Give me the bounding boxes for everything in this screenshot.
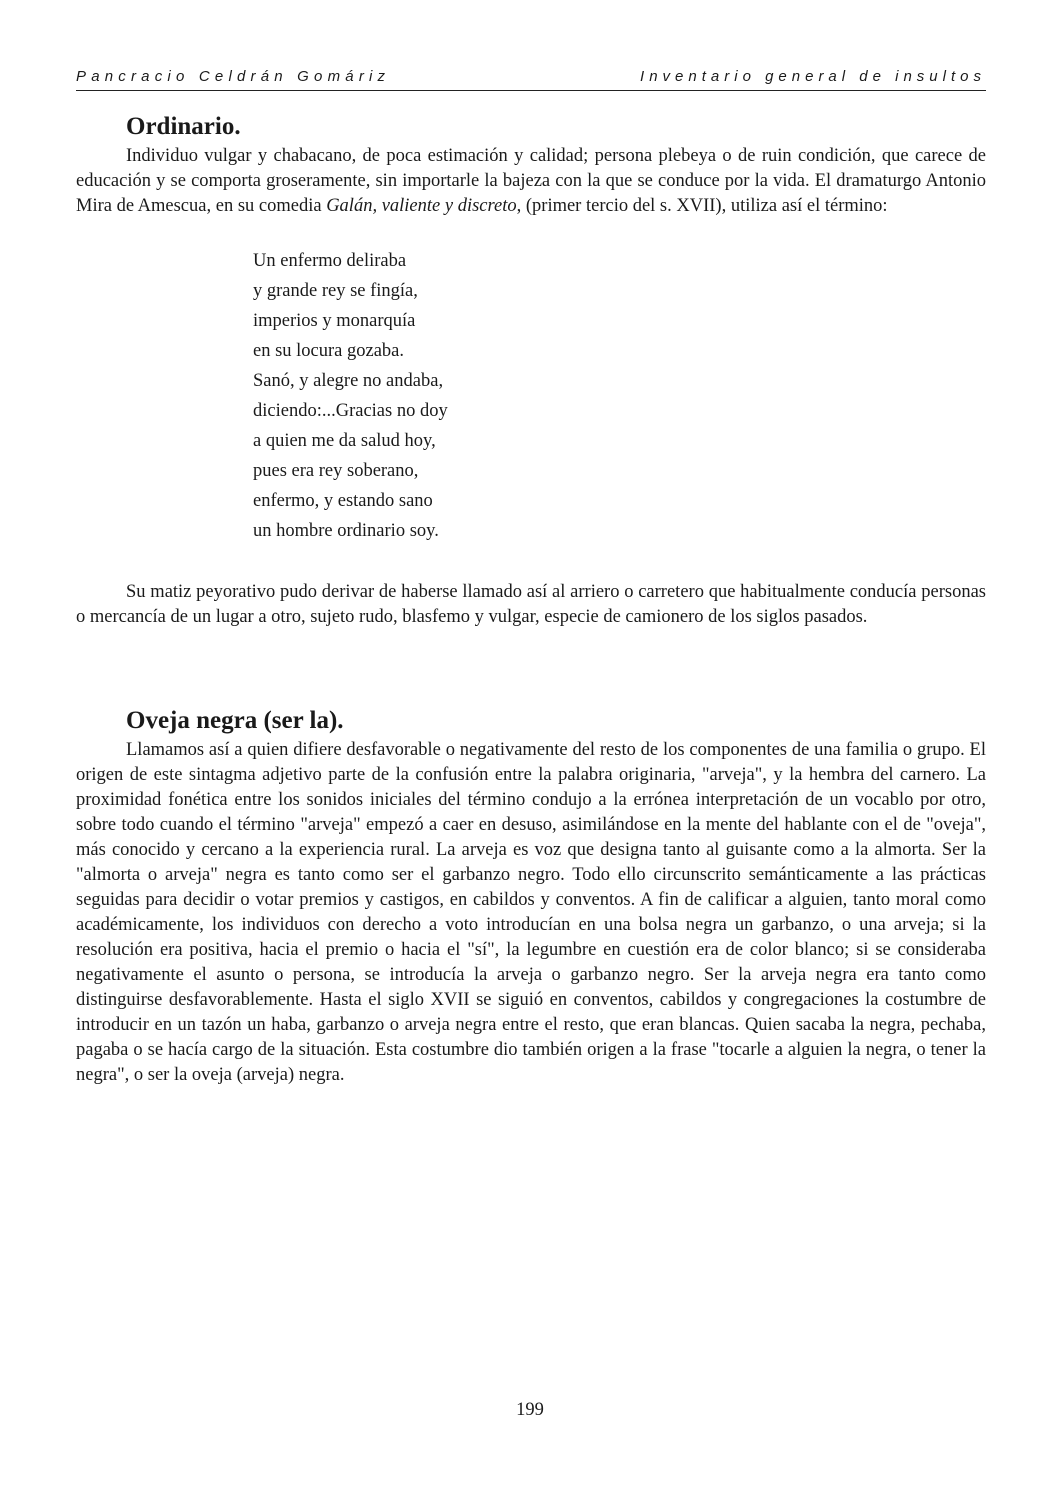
section-spacer: [76, 630, 986, 704]
verse-line: diciendo:...Gracias no doy: [253, 401, 448, 421]
entry-oveja-negra-body: Llamamos así a quien difiere desfavorable o negativamente del resto de los componentes de una familia o grupo. El origen de este sintagma adjetivo parte de la confusión entre la palabra originaria, "arveja", y la hembra del carnero. La proximidad fonética entre los sonidos iniciales del término condujo a la errónea interpretación de un vocablo por otro, sobre todo cuando el término "arveja" empezó a caer en desuso, asimilándose en la mente del hablante con el de "oveja", más conocido y cercano a la experiencia rural. La arveja es voz que designa tanto al guisante como a la almorta. Ser la "almorta o arveja" negra es tanto como ser el garbanzo negro. Todo ello circunscrito semánticamente a las prácticas seguidas para decidir o votar premios y castigos, en cabildos y conventos. A fin de calificar a alguien, tanto moral como académicamente, los individuos con derecho a voto introducían en una bolsa negra un garbanzo, o una arveja; si la resolución era positiva, hacia el premio o hacia el "sí", la legumbre en cuestión era de color blanco; si se consideraba negativamente el asunto o persona, se introducía la arveja o garbanzo negro. Ser la arveja negra era tanto como distinguirse desfavorablemente. Hasta el siglo XVII se siguió en conventos, cabildos y congregaciones la costumbre de introducir en un tazón un haba, garbanzo o arveja negra entre el resto, que eran blancas. Quien sacaba la negra, pechaba, pagaba o se hacía cargo de la situación. Esta costumbre dio también origen a la frase "tocarle a alguien la negra, o tener la negra", o ser la oveja (arveja) negra.: [76, 740, 986, 1085]
entry-ordinario-closing: Su matiz peyorativo pudo derivar de haberse llamado así al arriero o carretero que habitualmente conducía personas o mercancía de un lugar a otro, sujeto rudo, blasfemo y vulgar, especie de camionero de los siglos pasados.: [76, 582, 986, 627]
verse-line: un hombre ordinario soy.: [253, 521, 439, 541]
play-title: Galán, valiente y discreto: [326, 196, 517, 216]
verse-line: imperios y monarquía: [253, 311, 416, 331]
verse-quote: [253, 246, 986, 546]
header-author: Pancracio Celdrán Gomáriz: [76, 68, 391, 85]
intro-text-start: Individuo vulgar y chabacano, de poca estimación y calidad; persona plebeya o de ruin condición, que carece de educación y se comporta groseramente, sin importarle la bajeza con la que se conduce por la vida. El dramaturgo Antonio Mira de Amescua, en su comedia: [76, 146, 986, 216]
verse-line: en su locura gozaba.: [253, 341, 405, 361]
entry-ordinario-intro: [76, 144, 986, 219]
running-header: [76, 68, 986, 91]
verse-line: a quien me da salud hoy,: [253, 431, 436, 451]
page-content: [76, 110, 986, 1088]
verse-line: Un enfermo deliraba: [253, 251, 407, 271]
verse-line: Sanó, y alegre no andaba,: [253, 371, 444, 391]
entry-title-oveja-negra: Oveja negra (ser la).: [126, 707, 344, 734]
page-number: 199: [516, 1400, 544, 1420]
intro-text-end: , (primer tercio del s. XVII), utiliza así el término:: [516, 196, 888, 216]
verse-line: y grande rey se fingía,: [253, 281, 418, 301]
header-book-title: Inventario general de insultos: [640, 68, 986, 85]
verse-line: enfermo, y estando sano: [253, 491, 433, 511]
verse-line: pues era rey soberano,: [253, 461, 419, 481]
entry-title-ordinario: Ordinario.: [126, 113, 241, 140]
